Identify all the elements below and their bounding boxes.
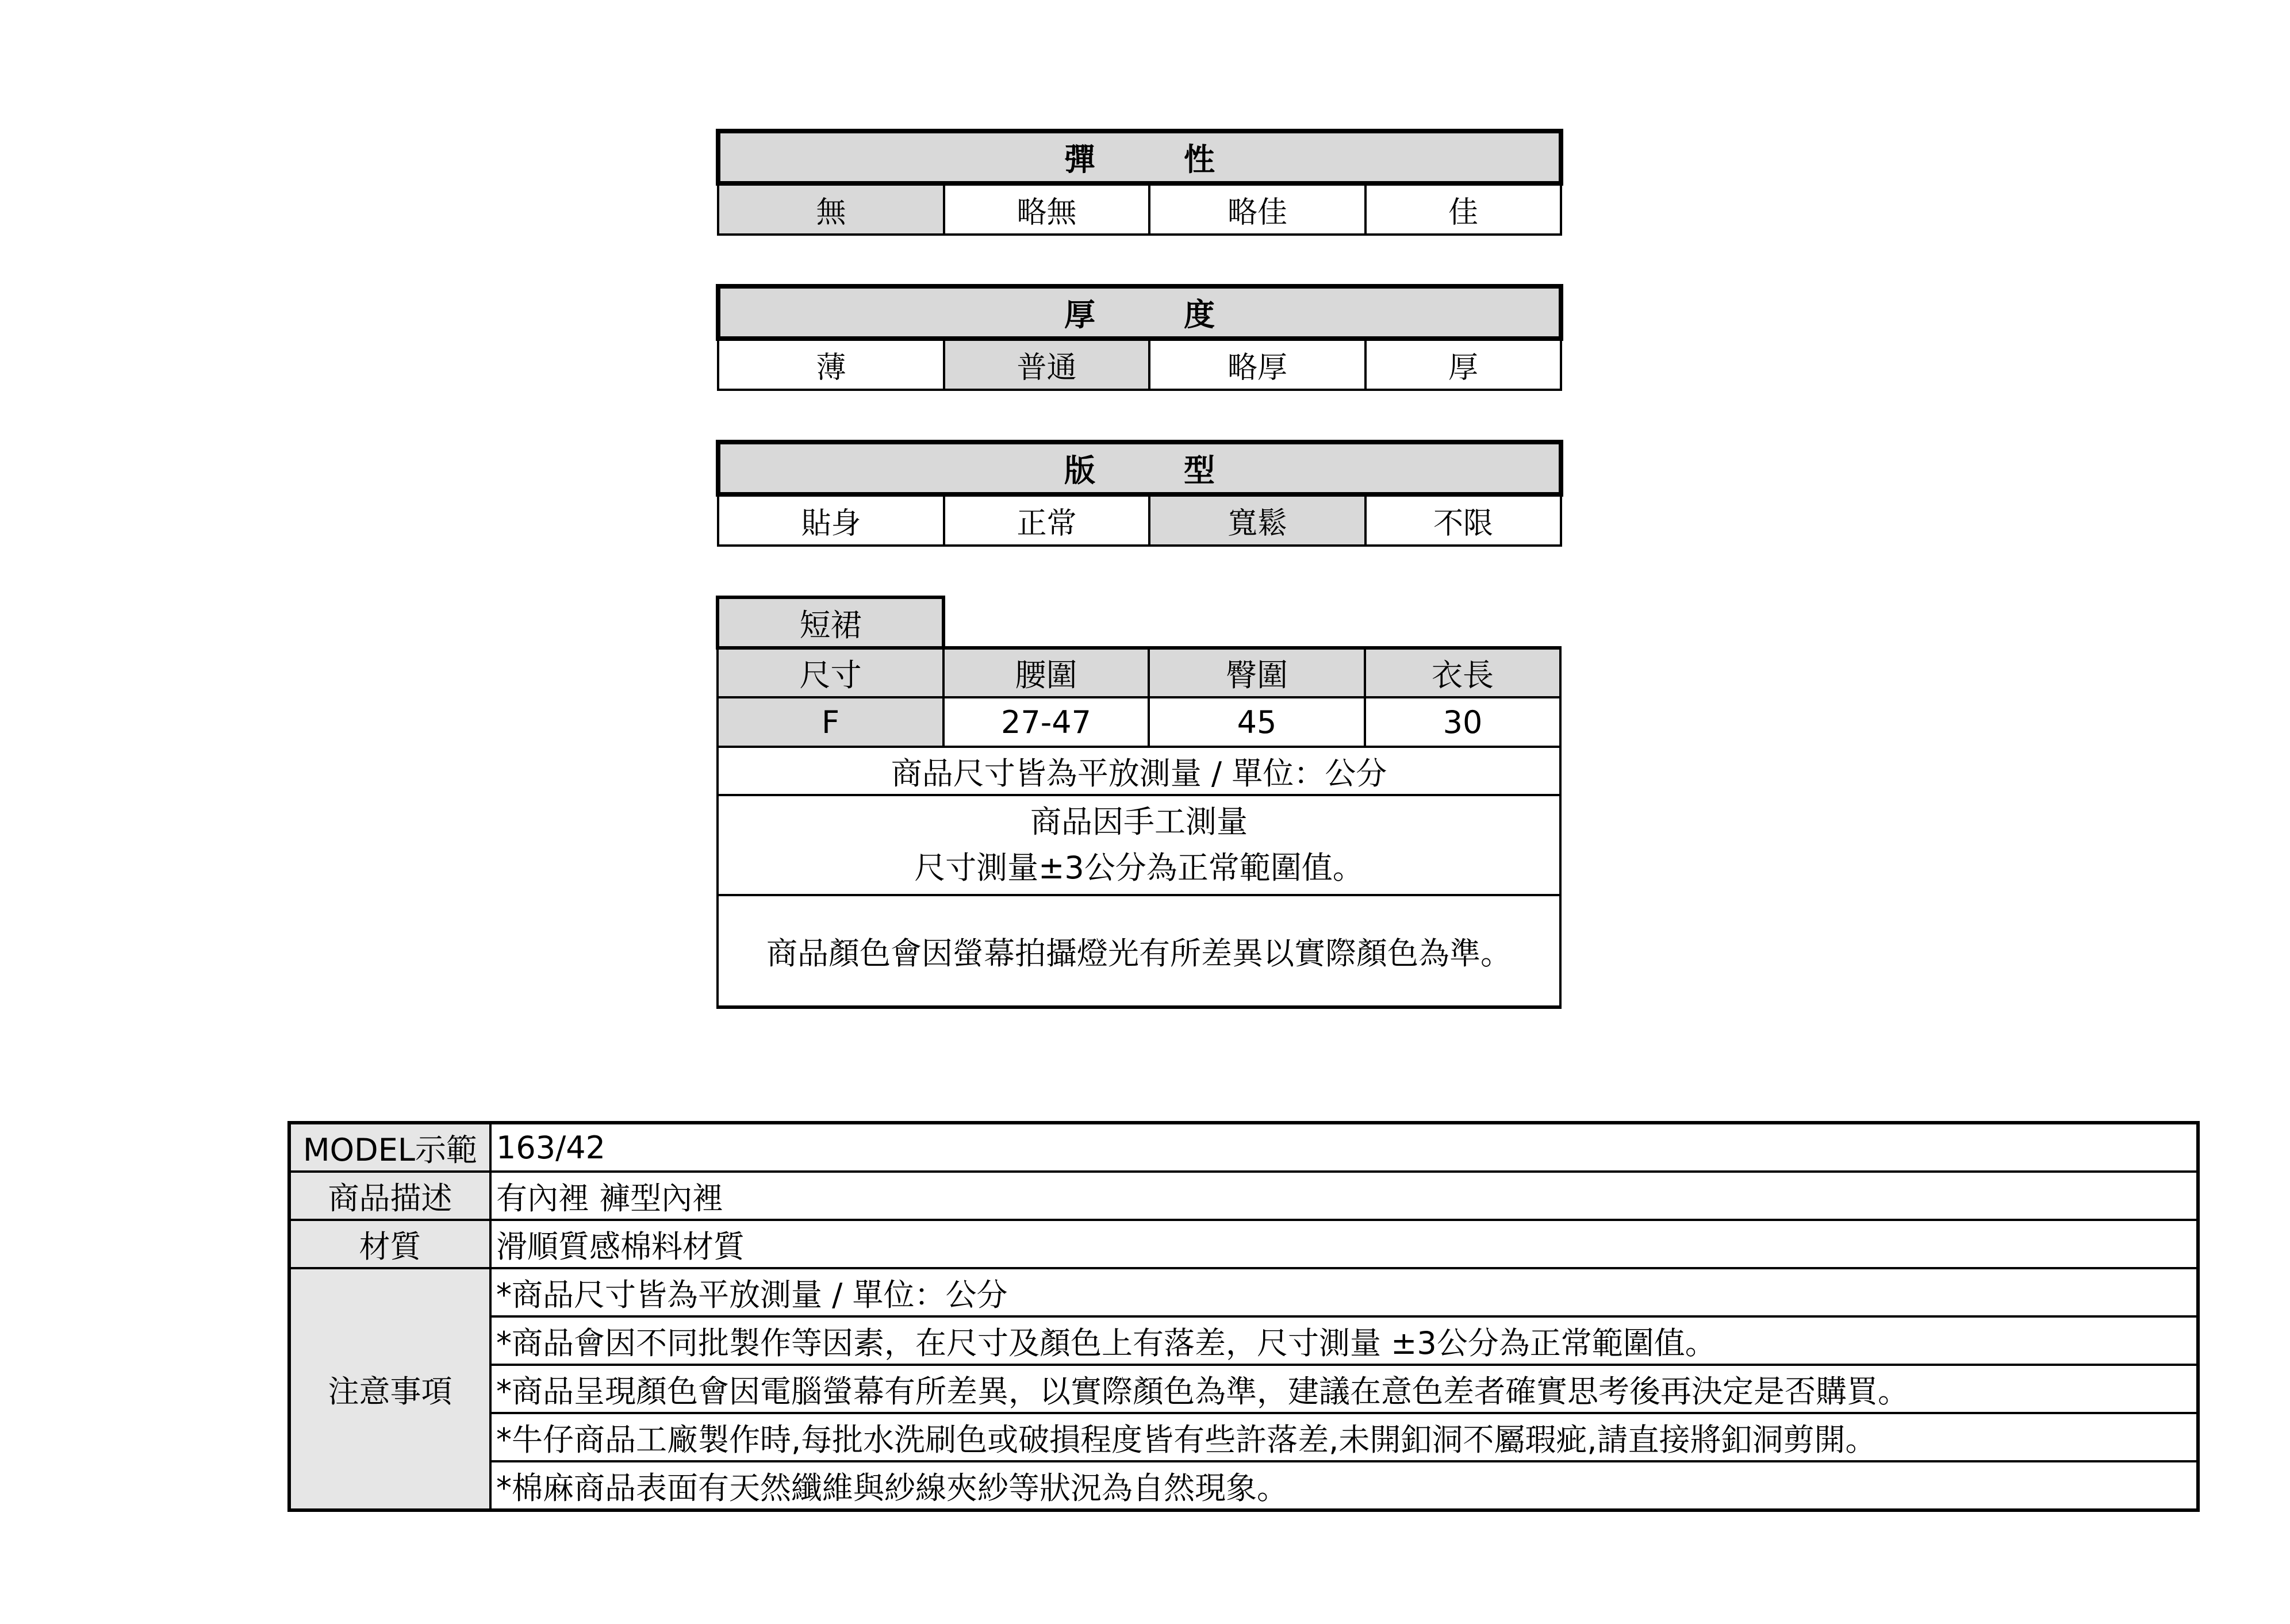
size-value: F [718,697,943,747]
material-label: 材質 [289,1220,490,1268]
measure-note: 商品尺寸皆為平放測量 / 單位：公分 [718,747,1560,795]
manual-measure-line2: 尺寸測量±3公分為正常範圍值。 [914,850,1364,886]
notes-label: 注意事項 [289,1268,490,1510]
note-item: *商品會因不同批製作等因素，在尺寸及顏色上有落差，尺寸測量 ±3公分為正常範圍值。 [490,1316,2198,1365]
elasticity-option: 佳 [1365,183,1561,235]
length-value: 30 [1365,697,1560,747]
description-value: 有內裡 褲型內裡 [490,1172,2198,1220]
elasticity-option: 略無 [944,183,1149,235]
thickness-title: 厚 度 [718,286,1561,339]
thickness-option: 普通 [944,339,1149,390]
note-item: *商品尺寸皆為平放測量 / 單位：公分 [490,1268,2198,1316]
note-item: *商品呈現顏色會因電腦螢幕有所差異，以實際顏色為準，建議在意色差者確實思考後再決定是否購買。 [490,1365,2198,1413]
elasticity-table [716,129,1563,236]
elasticity-option: 無 [718,183,944,235]
elasticity-title: 彈 性 [718,131,1561,183]
category-label: 短裙 [718,597,943,648]
thickness-table [716,284,1563,391]
hip-value: 45 [1149,697,1365,747]
product-info-table [287,1121,2200,1512]
note-item: *棉麻商品表面有天然纖維與紗線夾紗等狀況為自然現象。 [490,1461,2198,1510]
thickness-option: 厚 [1365,339,1561,390]
size-table [716,596,1562,1009]
hip-header: 臀圍 [1149,648,1365,697]
length-header: 衣長 [1365,648,1560,697]
color-note: 商品顏色會因螢幕拍攝燈光有所差異以實際顏色為準。 [718,895,1560,1007]
thickness-option: 略厚 [1149,339,1365,390]
blank-cell [943,597,1560,648]
fit-option: 不限 [1365,494,1561,546]
manual-measure-line1: 商品因手工測量 [1030,804,1248,840]
size-header: 尺寸 [718,648,943,697]
elasticity-option: 略佳 [1149,183,1365,235]
waist-value: 27-47 [943,697,1149,747]
fit-title: 版 型 [718,442,1561,494]
fit-option: 寬鬆 [1149,494,1365,546]
note-item: *牛仔商品工廠製作時,每批水洗刷色或破損程度皆有些許落差,未開釦洞不屬瑕疵,請直接將釦洞剪開。 [490,1413,2198,1461]
model-label: MODEL示範 [289,1123,490,1172]
manual-measure-note [718,795,1560,895]
description-label: 商品描述 [289,1172,490,1220]
material-value: 滑順質感棉料材質 [490,1220,2198,1268]
fit-table [716,440,1563,547]
thickness-option: 薄 [718,339,944,390]
fit-option: 正常 [944,494,1149,546]
model-value: 163/42 [490,1123,2198,1172]
waist-header: 腰圍 [943,648,1149,697]
fit-option: 貼身 [718,494,944,546]
